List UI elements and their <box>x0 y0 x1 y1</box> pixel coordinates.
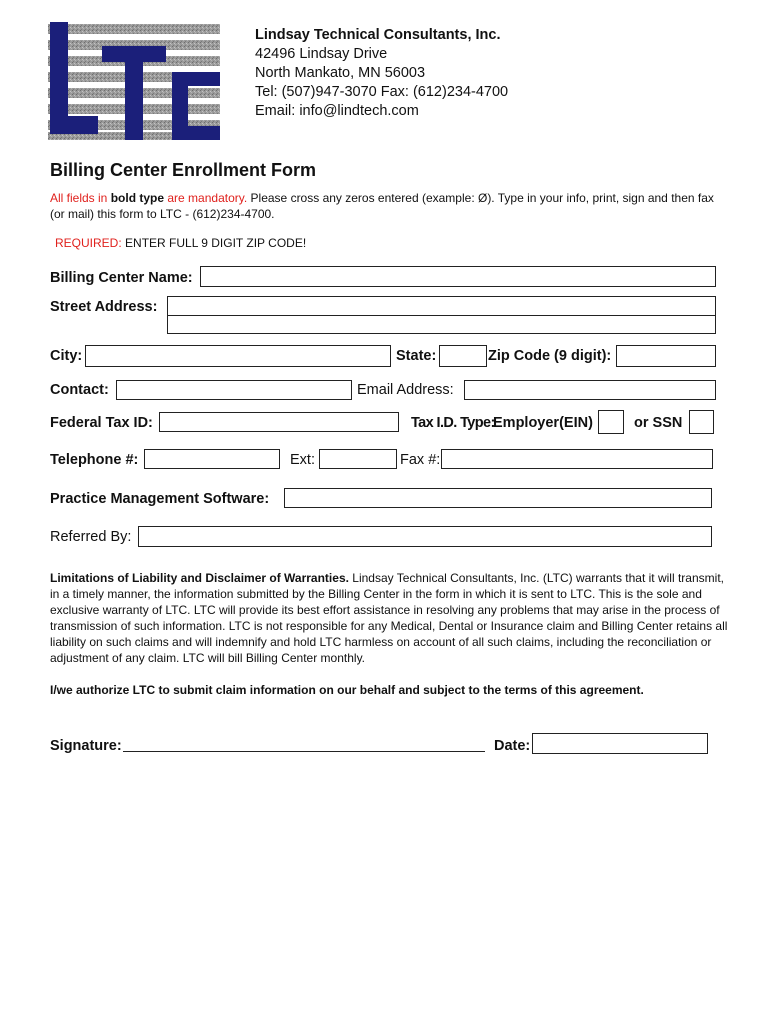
intro-red-1: All fields in <box>50 191 111 205</box>
required-label: REQUIRED: <box>55 236 122 250</box>
company-address-line2: North Mankato, MN 56003 <box>255 65 426 81</box>
email-address-input[interactable] <box>464 380 716 400</box>
billing-center-name-input[interactable] <box>200 266 716 287</box>
ext-label: Ext: <box>290 452 315 468</box>
company-info <box>255 26 508 121</box>
fax-input[interactable] <box>441 449 713 469</box>
city-input[interactable] <box>85 345 391 367</box>
fax-label: Fax #: <box>400 452 441 468</box>
referred-by-input[interactable] <box>138 526 712 547</box>
required-text: ENTER FULL 9 DIGIT ZIP CODE! <box>121 236 307 250</box>
or-ssn-label: or SSN <box>634 415 683 431</box>
street-address-label: Street Address: <box>50 299 158 315</box>
intro-red-2: are mandatory. <box>164 191 248 205</box>
federal-tax-id-label: Federal Tax ID: <box>50 415 153 431</box>
ssn-checkbox[interactable] <box>689 410 714 434</box>
company-address-line1: 42496 Lindsay Drive <box>255 46 388 62</box>
form-instructions <box>50 190 730 222</box>
liability-body: Lindsay Technical Consultants, Inc. (LTC) warrants that it will transmit, in a timely manner, the information submitted by the Billing Center in the form in which it is sent to LTC. This is the sole and exclusive warranty of LTC. LTC will provide its best effort assistance in resolving any problems that may arise in the process of transmission of such information. LTC is not responsible for any Medical, Dental or Insurance claim and Billing Center retains all liability on such claims and will indemnify and hold LTC harmless on account of all such claims, including the reconciliation or adjustment of any claim. LTC will bill Billing Center monthly. <box>50 571 728 665</box>
authorization-statement: I/we authorize LTC to submit claim information on our behalf and subject to the terms of this agreement. <box>50 683 644 697</box>
signature-label: Signature: <box>50 738 122 754</box>
billing-center-name-label: Billing Center Name: <box>50 270 193 286</box>
employer-ein-label: Employer(EIN) <box>493 415 593 431</box>
intro-rest: Please cross any zeros entered (example: Ø). Type in your info, print, sign and then fax (or mail) this form to LTC - (612)234-4700. <box>50 191 714 221</box>
required-notice <box>55 236 306 250</box>
employer-ein-checkbox[interactable] <box>598 410 624 434</box>
practice-software-input[interactable] <box>284 488 712 508</box>
state-input[interactable] <box>439 345 487 367</box>
city-label: City: <box>50 348 83 364</box>
street-address-input-line2[interactable] <box>167 315 716 334</box>
company-email: Email: info@lindtech.com <box>255 103 419 119</box>
liability-disclaimer <box>50 570 730 666</box>
state-label: State: <box>396 348 437 364</box>
company-phones: Tel: (507)947-3070 Fax: (612)234-4700 <box>255 84 509 100</box>
date-label: Date: <box>494 738 531 754</box>
intro-bold: bold type <box>110 191 165 205</box>
practice-software-label: Practice Management Software: <box>50 491 270 507</box>
company-name: Lindsay Technical Consultants, Inc. <box>255 27 501 43</box>
street-address-input-line1[interactable] <box>167 296 716 316</box>
federal-tax-id-input[interactable] <box>159 412 399 432</box>
zip-code-input[interactable] <box>616 345 716 367</box>
contact-input[interactable] <box>116 380 352 400</box>
tax-id-type-label: Tax I.D. Type: <box>411 415 495 431</box>
liability-heading: Limitations of Liability and Disclaimer of Warranties. <box>50 571 349 585</box>
ext-input[interactable] <box>319 449 397 469</box>
contact-label: Contact: <box>50 382 109 398</box>
email-address-label: Email Address: <box>357 382 454 398</box>
ltc-logo <box>48 22 222 142</box>
referred-by-label: Referred By: <box>50 529 132 545</box>
telephone-input[interactable] <box>144 449 280 469</box>
form-title: Billing Center Enrollment Form <box>50 160 317 180</box>
date-input[interactable] <box>532 733 708 754</box>
zip-code-label: Zip Code (9 digit): <box>488 348 612 364</box>
signature-line[interactable] <box>123 735 485 752</box>
telephone-label: Telephone #: <box>50 452 139 468</box>
